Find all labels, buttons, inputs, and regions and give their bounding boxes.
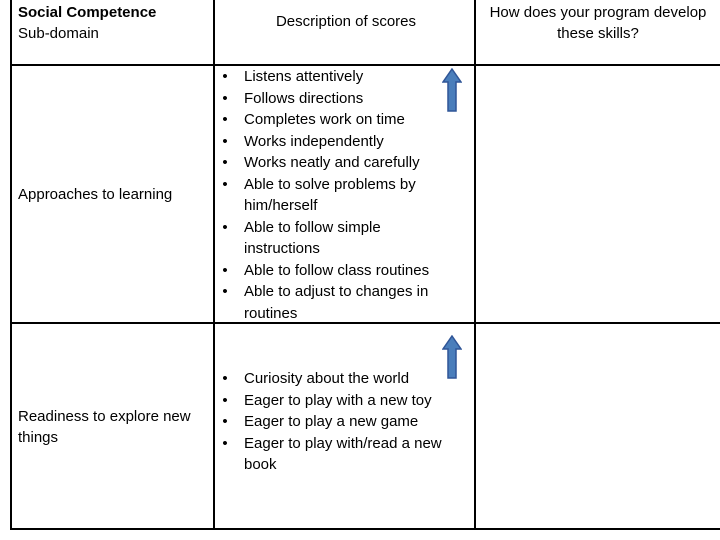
bullet-dot: • (222, 434, 228, 452)
header-subdomain-title: Social Competence (18, 4, 157, 21)
header-subdomain-subtitle: Sub-domain (18, 25, 99, 42)
row-label-approaches: Approaches to learning (18, 186, 173, 203)
bullet-item: • Listens attentively (218, 66, 450, 88)
bullet-dot: • (222, 89, 228, 107)
bullet-item: • Eager to play with/read a new book (218, 433, 470, 476)
bullet-item: • Works independently (218, 131, 450, 153)
bullet-item: • Able to adjust to changes in routines (218, 281, 450, 324)
bullet-dot: • (222, 68, 228, 85)
bullet-item: • Able to solve problems by him/herself (218, 174, 450, 217)
bullet-item: • Eager to play a new game (218, 411, 470, 433)
header-subdomain (18, 2, 208, 44)
bullet-dot: • (222, 370, 228, 387)
bullet-item: • Curiosity about the world (218, 368, 470, 390)
bullet-dot: • (222, 111, 228, 128)
header-program-question: How does your program develop these skills? (489, 4, 707, 42)
bullet-item: • Works neatly and carefully (218, 152, 450, 174)
bullet-dot: • (222, 391, 228, 409)
bullet-dot: • (222, 218, 228, 236)
header-description: Description of scores (275, 13, 417, 30)
table-border-left (10, 0, 12, 530)
column-divider-1 (213, 0, 215, 530)
up-arrow-icon (442, 68, 462, 112)
column-divider-2 (474, 0, 476, 530)
bullet-item: • Able to follow class routines (218, 260, 450, 282)
bullet-item: • Completes work on time (218, 109, 450, 131)
bullet-item: • Follows directions (218, 88, 450, 110)
bullet-dot: • (222, 154, 228, 171)
bullet-dot: • (222, 413, 228, 430)
bullet-dot: • (222, 283, 228, 300)
bullet-list-approaches (218, 66, 450, 324)
bullet-dot: • (222, 175, 228, 193)
bullet-item: • Eager to play with a new toy (218, 390, 470, 412)
bullet-dot: • (222, 261, 228, 279)
table-border-bottom (10, 528, 720, 530)
up-arrow-icon (442, 335, 462, 379)
bullet-item: • Able to follow simple instructions (218, 217, 450, 260)
bullet-list-readiness (218, 368, 470, 476)
row-label-readiness: Readiness to explore new things (18, 408, 191, 446)
bullet-dot: • (222, 132, 228, 150)
